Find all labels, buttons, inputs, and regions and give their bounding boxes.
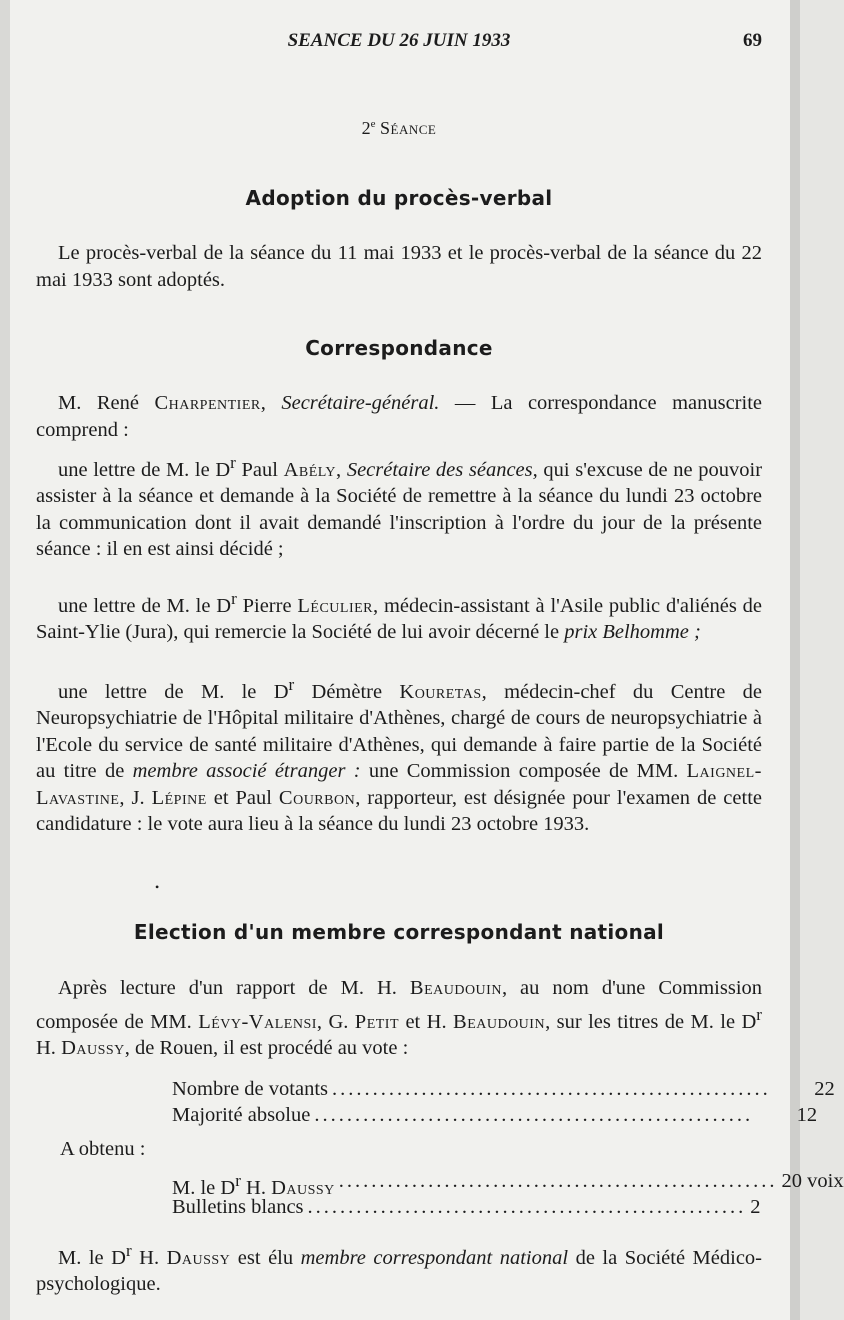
letter3-sup: r bbox=[288, 675, 295, 694]
letter3-b: Démètre bbox=[294, 680, 400, 703]
election-l: , de Rouen, il est procédé au vote : bbox=[124, 1036, 409, 1059]
letter3-name-lepine: Lépine bbox=[151, 786, 207, 809]
letter3-a: une lettre de M. le D bbox=[58, 680, 289, 703]
vote-row-votants bbox=[172, 1076, 835, 1102]
result-sup: r bbox=[125, 1241, 132, 1260]
letter1-a: une lettre de M. le D bbox=[58, 458, 231, 481]
letter3-name: Kouretas bbox=[399, 680, 482, 703]
letter3-name-laignel: Laignel-Lavastine bbox=[36, 760, 762, 809]
printer-dot: • bbox=[155, 880, 160, 894]
election-i: , sur les titres de M. le D bbox=[545, 1010, 757, 1033]
letter-abely bbox=[36, 450, 762, 563]
page-edge-left bbox=[0, 0, 10, 1320]
letter3-d: , médecin-chef du Centre de Neuropsychiatrie de l'Hôpital militaire d'Athènes, chargé de cours de neuropsychiatrie à l'Ecole du service de santé militaire d'Athènes, qui demande à faire partie de la Société au titre de bbox=[36, 680, 763, 783]
election-name-levy: Lévy-Valensi bbox=[198, 1010, 317, 1033]
seance-word: Séance bbox=[380, 118, 437, 138]
intro-text-e: — La correspondance manuscrite comprend : bbox=[36, 392, 763, 441]
intro-role: Secrétaire-général. bbox=[281, 392, 440, 414]
daussy-label-b: H. bbox=[240, 1176, 272, 1199]
vote-row-blancs bbox=[172, 1194, 761, 1220]
result-name: Daussy bbox=[166, 1246, 231, 1269]
election-name-beaudouin-2: Beaudouin bbox=[453, 1010, 546, 1033]
election-name-daussy: Daussy bbox=[61, 1036, 125, 1059]
result-b: H. bbox=[131, 1246, 167, 1269]
election-result bbox=[36, 1238, 762, 1298]
letter3-l: , rapporteur, est désignée pour l'examen de cette candidature : le vote aura lieu à la séance du lundi 23 octobre 1933. bbox=[36, 786, 762, 836]
intro-name: Charpentier bbox=[154, 392, 261, 414]
letter3-name-courbon: Courbon bbox=[278, 786, 356, 809]
election-j: H. bbox=[36, 1036, 62, 1059]
result-a: M. le D bbox=[58, 1246, 126, 1269]
letter1-role: Secrétaire des séances, bbox=[346, 458, 538, 481]
letter3-h: , J. bbox=[119, 786, 152, 809]
majorite-label: Majorité absolue bbox=[172, 1104, 311, 1126]
letter2-prize: prix Belhomme ; bbox=[564, 621, 701, 644]
page-number: 69 bbox=[743, 30, 762, 51]
intro-text-c: , bbox=[260, 392, 282, 414]
result-f: de la Société Médico-psychologique. bbox=[36, 1246, 762, 1296]
election-c: , au nom d'une Commission composée de MM. bbox=[36, 977, 763, 1033]
leader-dots: ...................................................... bbox=[314, 1104, 754, 1126]
letter2-sup: r bbox=[231, 589, 237, 608]
daussy-label-sup: r bbox=[235, 1171, 241, 1190]
seance-ordinal-sup: e bbox=[370, 118, 376, 130]
correspondance-intro bbox=[36, 390, 762, 443]
seance-ordinal: 2 bbox=[361, 118, 371, 138]
letter2-a: une lettre de M. le D bbox=[58, 594, 232, 617]
letter3-status: membre associé étranger : bbox=[132, 760, 361, 783]
blancs-label: Bulletins blancs bbox=[172, 1196, 304, 1218]
vote-row-majorite bbox=[172, 1102, 818, 1128]
letter1-f: qui s'excuse de ne pouvoir assister à la séance et demande à la Société de remettre à la séance du lundi 23 octobre la communication dont il avait demandé l'inscription à l'ordre du jour de la présente séance : il en est ainsi décidé ; bbox=[36, 458, 763, 561]
intro-text-a: M. René bbox=[58, 392, 155, 414]
letter1-b: Paul bbox=[235, 458, 284, 481]
letter1-d: , bbox=[336, 458, 347, 481]
election-text bbox=[36, 975, 762, 1061]
letter2-d: , médecin-assistant à l'Asile public d'aliénés de Saint-Ylie (Jura), qui remercie la Société de lui avoir décerné le bbox=[36, 594, 763, 644]
daussy-value: 20 voix bbox=[781, 1170, 844, 1192]
letter1-name: Abély bbox=[283, 458, 337, 481]
election-g: et H. bbox=[399, 1010, 454, 1033]
leader-dots: ...................................................... bbox=[307, 1196, 747, 1218]
election-name-beaudouin: Beaudouin bbox=[409, 977, 502, 999]
letter2-name: Léculier bbox=[297, 594, 374, 617]
blancs-value: 2 bbox=[750, 1196, 761, 1218]
letter3-j: et Paul bbox=[206, 786, 279, 809]
leader-dots: ...................................................... bbox=[338, 1170, 778, 1192]
section-heading-election: Election d'un membre correspondant national bbox=[133, 920, 665, 944]
seance-number bbox=[36, 118, 762, 139]
running-title: SEANCE DU 26 JUIN 1933 bbox=[287, 30, 511, 51]
obtenu-label: A obtenu : bbox=[60, 1138, 146, 1160]
proces-verbal-text: Le procès-verbal de la séance du 11 mai 1933 et le procès-verbal de la séance du 22 mai 1933 sont adoptés. bbox=[36, 242, 762, 291]
letter2-b: Pierre bbox=[236, 594, 298, 617]
daussy-label-a: M. le D bbox=[172, 1176, 236, 1199]
votants-value: 22 bbox=[814, 1078, 835, 1100]
result-d: est élu bbox=[230, 1246, 301, 1269]
leader-dots: ...................................................... bbox=[332, 1078, 771, 1100]
result-title: membre correspondant national bbox=[300, 1246, 569, 1269]
letter-leculier bbox=[36, 586, 762, 646]
section-heading-correspondance: Correspondance bbox=[305, 336, 493, 360]
election-sup: r bbox=[756, 1004, 762, 1024]
election-e: , G. bbox=[316, 1010, 355, 1033]
majorite-value: 12 bbox=[796, 1104, 818, 1126]
section-heading-proces-verbal: Adoption du procès-verbal bbox=[245, 186, 553, 210]
letter1-sup: r bbox=[230, 453, 236, 472]
letter-kouretas bbox=[36, 672, 762, 838]
votants-label: Nombre de votants bbox=[172, 1078, 328, 1100]
daussy-label-name: Daussy bbox=[271, 1176, 335, 1199]
letter3-f: une Commission composée de MM. bbox=[360, 760, 687, 783]
running-header bbox=[36, 30, 762, 60]
election-a: Après lecture d'un rapport de M. H. bbox=[58, 977, 410, 999]
election-name-petit: Petit bbox=[354, 1010, 400, 1033]
